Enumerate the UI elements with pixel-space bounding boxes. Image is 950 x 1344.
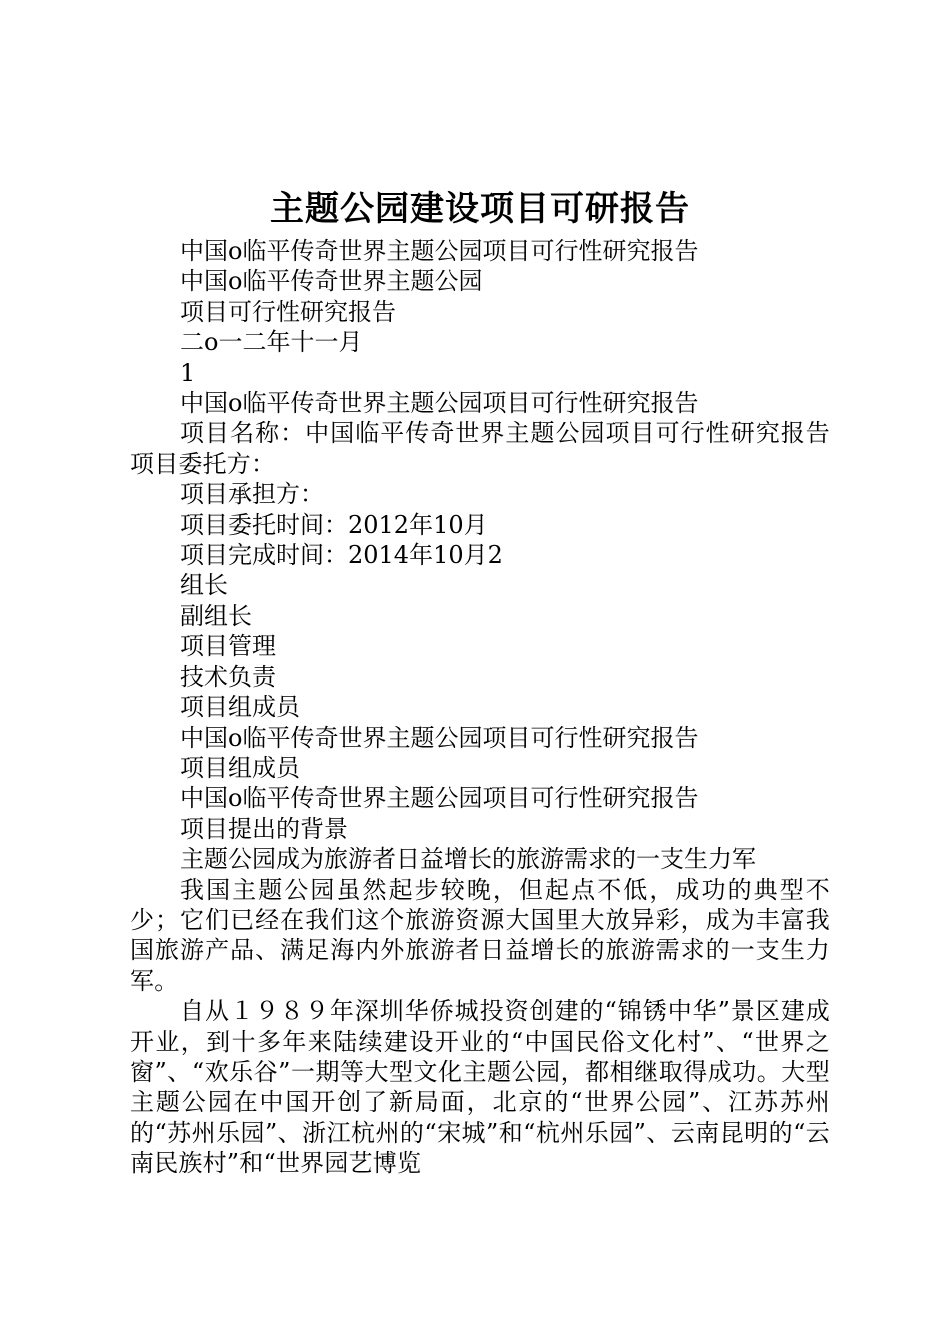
- text-line: 技术负责: [180, 662, 276, 691]
- text-line: 项目承担方：: [180, 480, 324, 509]
- text-line: 项目完成时间：2014年10月2: [180, 541, 503, 570]
- text-line: 项目可行性研究报告: [180, 297, 396, 326]
- text-line: 中国o临平传奇世界主题公园项目可行性研究报告: [180, 389, 699, 418]
- text-line: 项目组成员: [180, 753, 300, 782]
- page-number-line: 1: [180, 358, 196, 387]
- document-body: [130, 236, 830, 1179]
- text-line: 中国o临平传奇世界主题公园项目可行性研究报告: [180, 237, 699, 265]
- text-line: 中国o临平传奇世界主题公园项目可行性研究报告: [180, 784, 699, 813]
- text-line: 项目委托时间：2012年10月: [180, 510, 488, 539]
- text-line: 中国o临平传奇世界主题公园项目可行性研究报告: [180, 723, 699, 752]
- text-line: 组长: [180, 571, 228, 600]
- subsection-heading: 主题公园成为旅游者日益增长的旅游需求的一支生力军: [180, 845, 756, 874]
- document-title: 主题公园建设项目可研报告: [270, 189, 690, 229]
- text-line: 中国o临平传奇世界主题公园: [180, 267, 483, 296]
- text-line: 项目组成员: [180, 693, 300, 722]
- body-paragraph: 我国主题公园虽然起步较晚，但起点不低，成功的典型不少；它们已经在我们这个旅游资源大国里大放异彩，成为丰富我国旅游产品、满足海内外旅游者日益增长的旅游需求的一支生力军。: [130, 875, 830, 995]
- text-line: 项目管理: [180, 632, 276, 661]
- section-heading: 项目提出的背景: [180, 814, 348, 843]
- text-line: 二o一二年十一月: [180, 328, 363, 357]
- project-name-paragraph: 项目名称：中国临平传奇世界主题公园项目可行性研究报告项目委托方：: [130, 419, 830, 478]
- body-paragraph: 自从１９８９年深圳华侨城投资创建的“锦锈中华”景区建成开业，到十多年来陆续建设开业的“中国民俗文化村”、“世界之窗”、“欢乐谷”一期等大型文化主题公园，都相继取得成功。大型主题公园在中国开创了新局面，北京的“世界公园”、江苏苏州的“苏州乐园”、浙江杭州的“宋城”和“杭州乐园”、云南昆明的“云南民族村”和“世界园艺博览: [130, 997, 830, 1178]
- text-line: 副组长: [180, 601, 252, 630]
